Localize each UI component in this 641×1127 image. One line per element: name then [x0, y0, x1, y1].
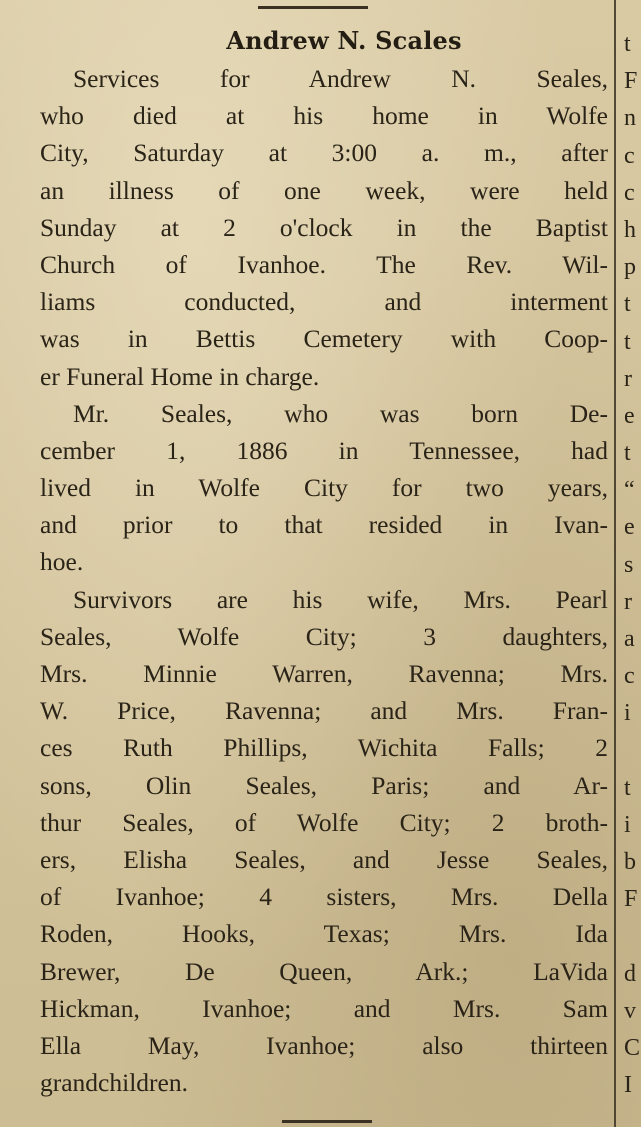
text-line: ers, Elisha Seales, and Jesse Seales, — [40, 844, 608, 874]
text-line: er Funeral Home in charge. — [40, 361, 320, 391]
text-line: thur Seales, of Wolfe City; 2 broth- — [40, 807, 608, 837]
text-line: Mrs. Minnie Warren, Ravenna; Mrs. — [40, 659, 608, 688]
text-line: Church of Ivanhoe. The Rev. Wil- — [40, 249, 608, 279]
text-line: Services for Andrew N. Seales, — [73, 64, 608, 93]
fragment-char — [624, 733, 641, 770]
bottom-rule — [282, 1120, 372, 1123]
fragment-char: I — [624, 1072, 632, 1099]
fragment-char: “ — [624, 477, 635, 504]
paragraph-survivors — [40, 581, 608, 1102]
text-line: Ella May, Ivanhoe; also thirteen — [40, 1030, 608, 1060]
text-line: Seales, Wolfe City; 3 daughters, — [40, 621, 608, 651]
fragment-char: i — [624, 811, 631, 838]
fragment-char: F — [624, 886, 638, 913]
text-line: Roden, Hooks, Texas; Mrs. Ida — [40, 919, 608, 949]
text-line: Brewer, De Queen, Ark.; LaVida — [40, 956, 608, 986]
fragment-char: t — [624, 328, 631, 355]
text-line: was in Bettis Cemetery with Coop- — [40, 324, 608, 354]
fragment-char: C — [624, 1035, 641, 1062]
fragment-char: t — [624, 31, 631, 57]
fragment-char: e — [624, 514, 635, 541]
fragment-char: c — [624, 142, 635, 169]
fragment-char: t — [624, 774, 631, 801]
text-line: liams conducted, and interment — [40, 287, 608, 317]
text-line: Hickman, Ivanhoe; and Mrs. Sam — [40, 993, 608, 1023]
text-line: of Ivanhoe; 4 sisters, Mrs. Della — [40, 882, 608, 912]
fragment-char: F — [624, 68, 638, 95]
obituary-article — [40, 26, 608, 1101]
text-line: Sunday at 2 o'clock in the Baptist — [40, 212, 608, 242]
fragment-char: i — [624, 700, 631, 727]
fragment-char: c — [624, 179, 635, 206]
text-line: W. Price, Ravenna; and Mrs. Fran- — [40, 696, 608, 726]
text-line: an illness of one week, were held — [40, 175, 608, 205]
text-line: sons, Olin Seales, Paris; and Ar- — [40, 770, 608, 800]
fragment-char — [624, 919, 641, 956]
paragraph-biography — [40, 395, 608, 581]
text-line: who died at his home in Wolfe — [40, 101, 608, 131]
text-line: cember 1, 1886 in Tennessee, had — [40, 435, 608, 465]
adjacent-column-fragment — [624, 26, 641, 1104]
fragment-char: h — [624, 216, 636, 243]
fragment-char: d — [624, 960, 636, 987]
fragment-char: r — [624, 588, 632, 615]
fragment-char: a — [624, 626, 635, 652]
text-line: and prior to that resided in Ivan- — [40, 510, 608, 540]
fragment-char: n — [624, 105, 636, 132]
text-line: City, Saturday at 3:00 a. m., after — [40, 138, 608, 168]
fragment-char: e — [624, 402, 635, 429]
fragment-char: s — [624, 551, 634, 578]
fragment-char: v — [624, 997, 636, 1024]
text-line: Mr. Seales, who was born De- — [73, 398, 608, 428]
text-line: Survivors are his wife, Mrs. Pearl — [73, 584, 608, 614]
fragment-char: t — [624, 291, 631, 318]
text-line: lived in Wolfe City for two years, — [40, 473, 608, 503]
text-line: ces Ruth Phillips, Wichita Falls; 2 — [40, 733, 608, 763]
column-divider — [614, 0, 616, 1127]
text-line: grandchildren. — [40, 1068, 188, 1098]
text-line: hoe. — [40, 547, 84, 577]
fragment-char: p — [624, 254, 636, 281]
fragment-char: b — [624, 849, 636, 876]
fragment-char: r — [624, 365, 632, 392]
fragment-char: t — [624, 440, 631, 467]
paragraph-services — [40, 60, 608, 395]
fragment-char: c — [624, 663, 635, 690]
top-rule — [258, 6, 368, 9]
headline: Andrew N. Scales — [226, 26, 462, 55]
